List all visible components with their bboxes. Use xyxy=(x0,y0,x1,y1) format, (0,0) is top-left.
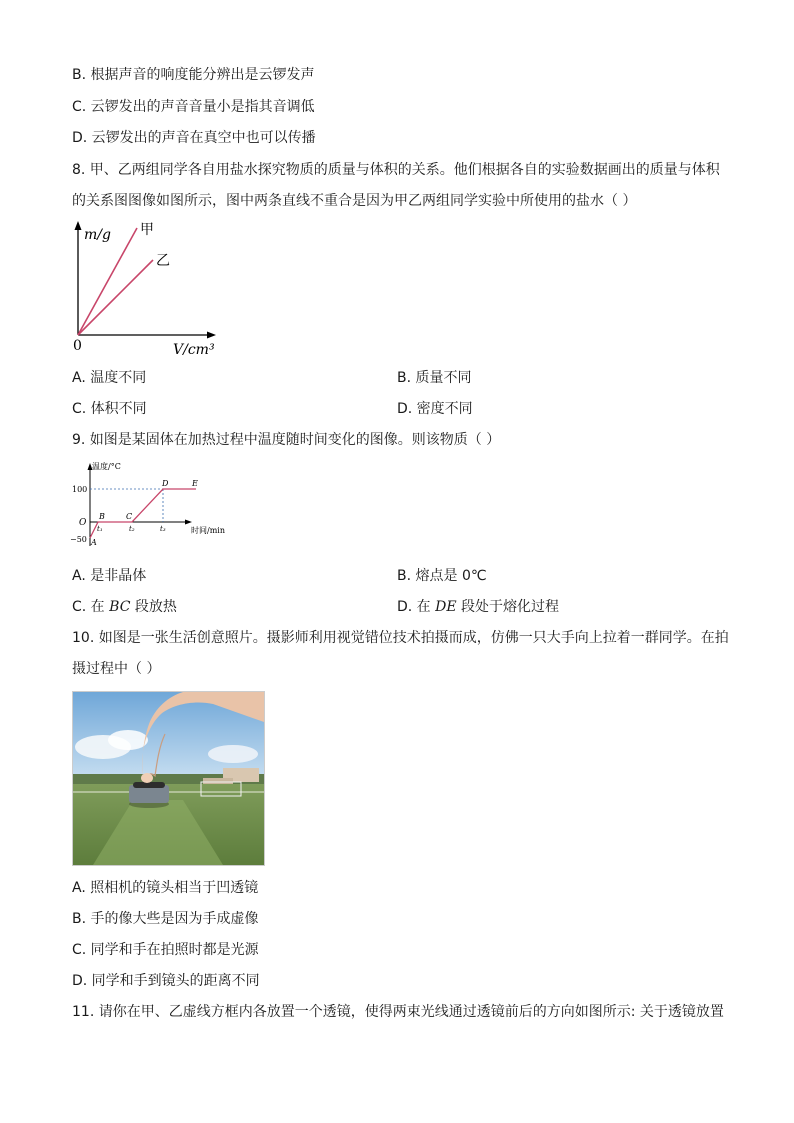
q9-option-c-post: 段放热 xyxy=(130,599,177,615)
q11-stem-line1: 11. 请你在甲、乙虚线方框内各放置一个透镜，使得两束光线通过透镜前后的方向如图所示: 关于透镜放置 xyxy=(72,1004,724,1020)
q9-y-axis-label: 温度/°C xyxy=(92,462,121,471)
q9-x-axis-arrow xyxy=(185,520,192,525)
q8-mass-volume-graph xyxy=(60,218,230,360)
q10-option-c: C. 同学和手在拍照时都是光源 xyxy=(72,942,259,958)
q8-y-axis-arrow xyxy=(75,221,82,230)
q9-point-d: D xyxy=(162,479,169,488)
q9-stem: 9. 如图是某固体在加热过程中温度随时间变化的图像。则该物质（ ） xyxy=(72,432,501,448)
q9-x-tick-t2: t₂ xyxy=(129,525,135,533)
q9-option-d-pre: D. 在 xyxy=(397,599,436,615)
q8-line-jia-label: 甲 xyxy=(140,222,154,238)
q10-photo-illustration xyxy=(73,692,264,865)
q9-option-d-var: DE xyxy=(435,599,457,615)
q8-x-axis-arrow xyxy=(207,332,216,339)
q9-x-axis-label: 时间/min xyxy=(191,526,225,535)
q8-option-c: C. 体积不同 xyxy=(72,401,147,417)
q8-line-yi-label: 乙 xyxy=(156,253,170,269)
q7-option-b: B. 根据声音的响度能分辨出是云锣发声 xyxy=(72,67,315,83)
q9-point-b: B xyxy=(99,512,105,521)
q8-option-d: D. 密度不同 xyxy=(397,401,473,417)
q8-line-jia xyxy=(78,228,137,335)
q8-line-yi xyxy=(78,260,153,335)
q9-point-a: A xyxy=(91,538,97,547)
q10-option-b: B. 手的像大些是因为手成虚像 xyxy=(72,911,259,927)
q10-stem-line1: 10. 如图是一张生活创意照片。摄影师利用视觉错位技术拍摄而成，仿佛一只大手向上拉着一群同学。在拍 xyxy=(72,630,729,646)
q8-option-b: B. 质量不同 xyxy=(397,370,472,386)
q9-option-c-var: BC xyxy=(109,599,131,615)
q9-y-tick-0: O xyxy=(79,518,87,528)
q8-origin-label: 0 xyxy=(73,338,82,354)
q9-option-c xyxy=(72,597,177,617)
q10-stem-line2: 摄过程中（ ） xyxy=(72,661,161,677)
q9-y-tick-minus50: −50 xyxy=(70,535,87,544)
q8-option-a: A. 温度不同 xyxy=(72,370,147,386)
q9-option-d xyxy=(397,597,559,617)
q9-option-b: B. 熔点是 0℃ xyxy=(397,568,487,584)
q7-option-d: D. 云锣发出的声音在真空中也可以传播 xyxy=(72,130,316,146)
q9-curve xyxy=(90,489,196,538)
q7-option-c: C. 云锣发出的声音音量小是指其音调低 xyxy=(72,99,315,115)
q9-option-c-pre: C. 在 xyxy=(72,599,110,615)
q10-option-d: D. 同学和手到镜头的距离不同 xyxy=(72,973,260,989)
q9-option-d-post: 段处于熔化过程 xyxy=(456,599,560,615)
q9-point-e: E xyxy=(192,479,198,488)
q9-temperature-time-graph xyxy=(66,458,236,550)
q10-option-a: A. 照相机的镜头相当于凹透镜 xyxy=(72,880,259,896)
q8-x-axis-label: V/cm³ xyxy=(173,342,215,358)
q9-x-tick-t3: t₃ xyxy=(160,525,166,533)
q9-point-c: C xyxy=(126,512,133,521)
q9-y-tick-100: 100 xyxy=(72,485,88,494)
q10-creative-photo xyxy=(72,691,265,866)
q9-option-a: A. 是非晶体 xyxy=(72,568,147,584)
q8-stem-line1: 8. 甲、乙两组同学各自用盐水探究物质的质量与体积的关系。他们根据各自的实验数据画出的质量与体积 xyxy=(72,162,720,178)
q8-stem-line2: 的关系图图像如图所示，图中两条直线不重合是因为甲乙两组同学实验中所使用的盐水（ ） xyxy=(72,193,637,209)
q9-x-tick-t1: t₁ xyxy=(97,525,103,533)
q8-y-axis-label: m/g xyxy=(84,227,111,243)
